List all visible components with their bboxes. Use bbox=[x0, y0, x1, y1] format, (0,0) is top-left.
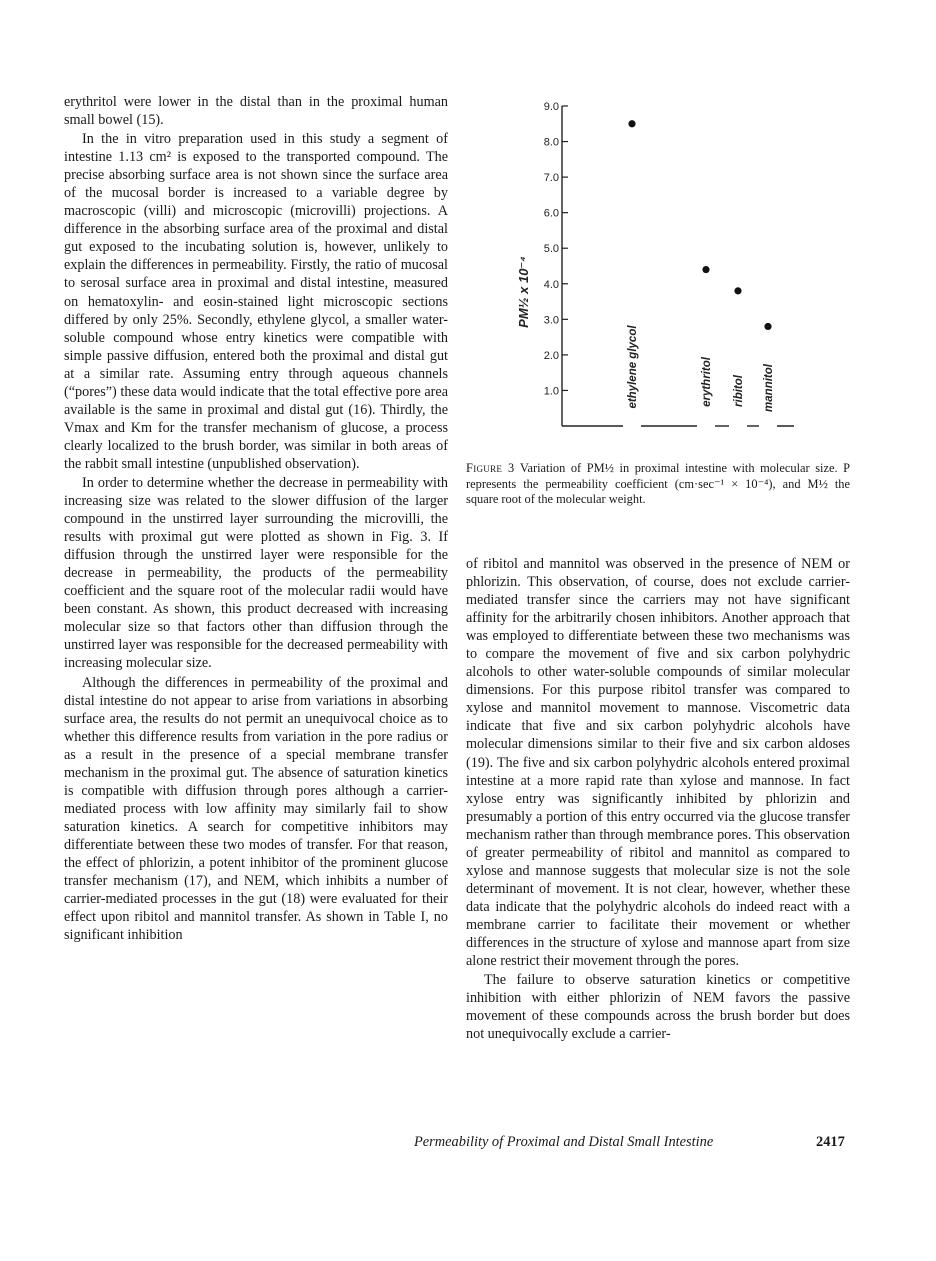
data-point bbox=[734, 287, 741, 294]
figure-3 bbox=[466, 92, 850, 452]
paragraph: Although the differences in permeability of the proximal and distal intestine do not appear to arise from variations in absorbing surface area, the results do not permit an unequivocal choice as to whether this difference results from variation in the pore radius or as a result in the presence of a special membrane transfer mechanism in the proximal gut. The absence of saturation kinetics is compatible with diffusion through pores although a carrier-mediated process with low affinity may similarly fail to show saturation kinetics. A search for competitive inhibitors may differentiate between these two modes of transfer. For that reason, the effect of phlorizin, a potent inhibitor of the prominent glucose transfer mechanism (17), and NEM, which inhibits a number of carrier-mediated processes in the gut (18) were evaluated for their effect upon ribitol and mannitol transfer. As shown in Table I, no significant inhibition bbox=[64, 674, 448, 944]
y-tick-label: 7.0 bbox=[543, 172, 559, 185]
y-tick-label: 8.0 bbox=[543, 136, 559, 149]
chart-marks bbox=[628, 120, 771, 330]
category-label: ethylene glycol bbox=[627, 325, 639, 409]
data-point bbox=[628, 120, 635, 127]
data-point bbox=[702, 266, 709, 273]
category-label: mannitol bbox=[763, 364, 775, 412]
running-title: Permeability of Proximal and Distal Small Intestine bbox=[414, 1134, 714, 1150]
scatter-chart bbox=[466, 92, 850, 452]
right-column bbox=[466, 555, 850, 1043]
y-tick-label: 9.0 bbox=[543, 101, 559, 113]
category-label: erythritol bbox=[701, 357, 713, 407]
left-column bbox=[64, 93, 448, 944]
data-point bbox=[764, 323, 771, 330]
figure-label: Figure 3 bbox=[466, 461, 515, 475]
paragraph: of ribitol and mannitol was observed in the presence of NEM or phlorizin. This observation, of course, does not exclude carrier-mediated transfer since the carriers may not have significant affinity for the arbitrarily chosen inhibitors. Another approach that was employed to differentiate between these two mechanisms was to compare the movement of five and six carbon polyhydric alcohols to other water-soluble compounds of similar molecular dimensions. For this purpose ribitol transfer was compared to xylose and mannitol movement to mannose. Viscometric data indicate that five and six carbon polyhydric alcohols have molecular dimensions similar to their five and six carbon aldoses (19). The five and six carbon polyhydric alcohols entered proximal intestine at a more rapid rate than xylose and mannose. In fact xylose entry was significantly inhibited by phlorizin and presumably a portion of this entry occurred via the glucose transfer mechanism rather than through membrance pores. This observation of greater permeability of ribitol and mannitol as compared to xylose and mannose suggests that molecular size is not the sole determinant of movement. It is not clear, however, whether these data indicate that the polyhydric alcohols do indeed react with a membrane carrier to facilitate their movement or whether differences in the structure of xylose and mannose apart from size alone restrict their movement through the pores. bbox=[466, 556, 850, 970]
page-number: 2417 bbox=[816, 1134, 845, 1150]
category-labels bbox=[627, 325, 775, 412]
category-label: ribitol bbox=[733, 375, 745, 407]
y-axis-label: PM½ x 10⁻⁴ bbox=[516, 256, 531, 328]
y-tick-label: 5.0 bbox=[543, 243, 559, 256]
paragraph: In the in vitro preparation used in this study a segment of intestine 1.13 cm² is exposed to the transported compound. The precise absorbing surface area is not shown since the surface area of the mucosal border is increased to a variable degree by macroscopic (villi) and microscopic (microvilli) projections. A difference in the absorbing surface area of the proximal and distal gut exposed to the incubating solution is, however, unlikely to explain the differences in permeability. Firstly, the ratio of mucosal to serosal surface area in proximal and distal intestine, measured on hematoxylin- and eosin-stained light microscopic sections differed by only 25%. Secondly, ethylene glycol, a smaller water-soluble compound whose entry kinetics were compatible with simple passive diffusion, entered both the proximal and distal gut at a similar rate. Assuming entry through aqueous channels (“pores”) these data would indicate that the total effective pore area available is the same in proximal and distal gut (16). Thirdly, the Vmax and Km for the transfer mechanism of glucose, a process clearly localized to the brush border, was similar in both areas of the rabbit small intestine (unpublished observation). bbox=[64, 131, 448, 472]
y-tick-label: 3.0 bbox=[543, 314, 559, 327]
y-tick-label: 6.0 bbox=[543, 207, 559, 220]
paragraph: The failure to observe saturation kinetics or competitive inhibition with either phlorizin of NEM favors the passive movement of these compounds across the brush border but does not unequivocally exclude a carrier- bbox=[466, 972, 850, 1043]
chart-axes bbox=[544, 101, 794, 426]
figure-caption-text: Variation of PM½ in proximal intestine with molecular size. P represents the permeability coefficient (cm·sec⁻¹ × 10⁻⁴), and M½ the square root of the molecular weight. bbox=[466, 461, 850, 506]
figure-caption bbox=[466, 461, 850, 508]
y-tick-label: 1.0 bbox=[543, 385, 559, 398]
paragraph: erythritol were lower in the distal than in the proximal human small bowel (15). bbox=[64, 94, 448, 129]
paragraph: In order to determine whether the decrease in permeability with increasing size was related to the slower diffusion of the larger compound in the unstirred layer surrounding the microvilli, the results with proximal gut were plotted as shown in Fig. 3. If diffusion through the unstirred layer were responsible for the decrease in permeability, the products of the permeability coefficient and the square root of the molecular radii would have been constant. As shown, this product decreased with increasing molecular size so that factors other than diffusion through the unstirred layer was responsible for the decreased permeability with increasing molecular size. bbox=[64, 474, 448, 672]
y-tick-label: 4.0 bbox=[543, 278, 559, 291]
y-tick-label: 2.0 bbox=[543, 349, 559, 362]
